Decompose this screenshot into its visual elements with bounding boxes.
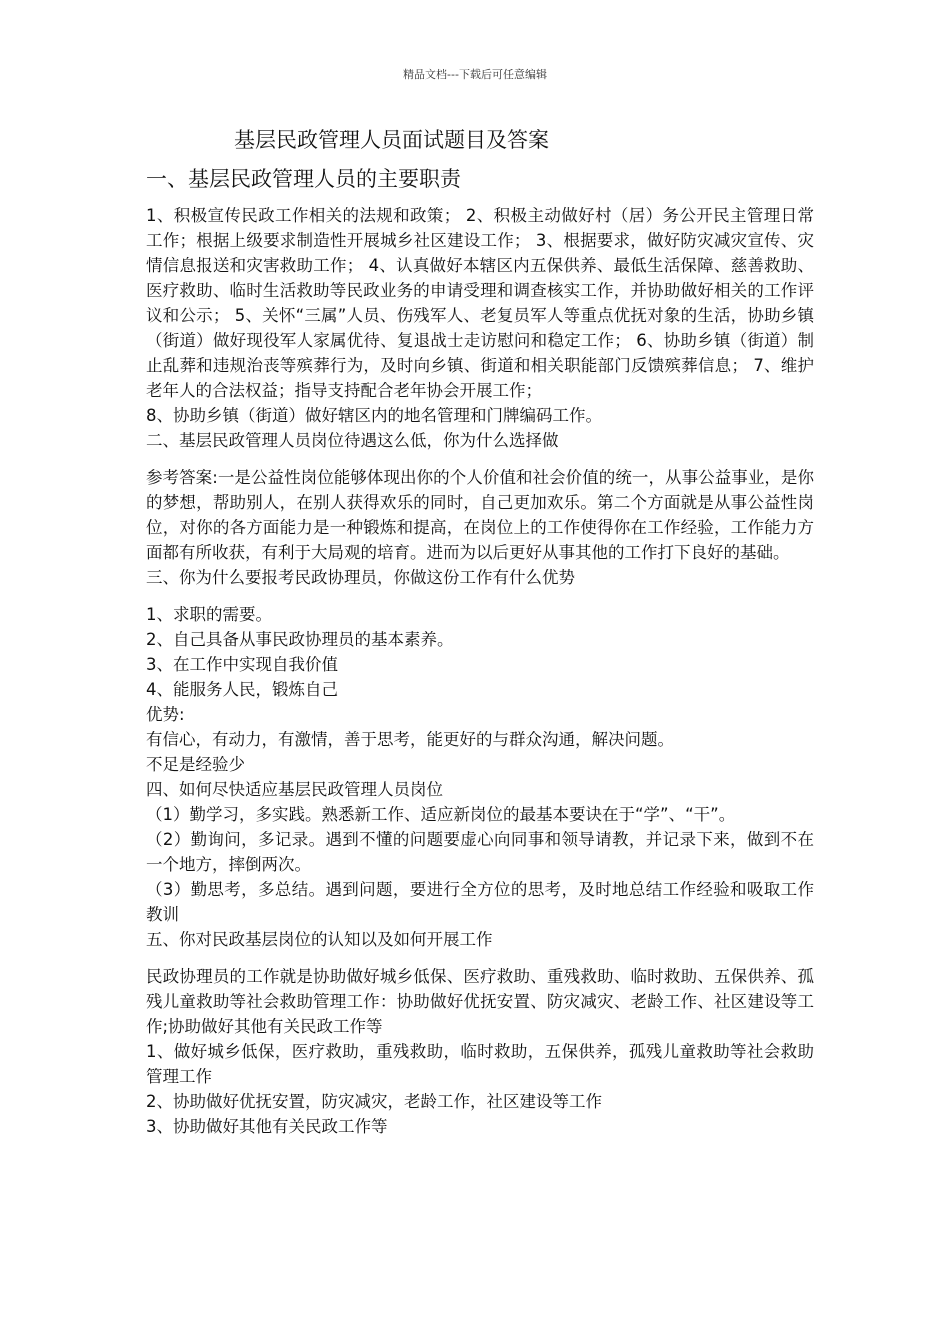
section3-item: 1、求职的需要。 xyxy=(146,605,272,624)
spacer xyxy=(146,952,814,964)
section5-item: 1、做好城乡低保，医疗救助，重残救助，临时救助，五保供养，孤残儿童救助等社会救助管理工作 xyxy=(146,1042,814,1086)
section3-shortcoming: 不足是经验少 xyxy=(146,755,245,774)
section4-heading: 四、如何尽快适应基层民政管理人员岗位 xyxy=(146,780,443,799)
section4-item: （3）勤思考，多总结。遇到问题，要进行全方位的思考，及时地总结工作经验和吸取工作教训 xyxy=(146,880,814,924)
section3-heading: 三、你为什么要报考民政协理员，你做这份工作有什么优势 xyxy=(146,568,575,587)
section5-item: 2、协助做好优抚安置，防灾减灾，老龄工作，社区建设等工作 xyxy=(146,1092,602,1111)
document-title: 基层民政管理人员面试题目及答案 xyxy=(234,128,549,152)
section4-item: （2）勤询问，多记录。遇到不懂的问题要虚心向同事和领导请教，并记录下来，做到不在一个地方，摔倒两次。 xyxy=(146,830,814,874)
section3-advantage-label: 优势: xyxy=(146,705,185,724)
section3-item: 3、在工作中实现自我价值 xyxy=(146,655,338,674)
section4-item: （1）勤学习，多实践。熟悉新工作、适应新岗位的最基本要诀在于“学”、“干”。 xyxy=(146,805,736,824)
section1-body-last: 8、协助乡镇（街道）做好辖区内的地名管理和门牌编码工作。 xyxy=(146,406,602,425)
section5-item: 3、协助做好其他有关民政工作等 xyxy=(146,1117,388,1136)
section1-body: 1、积极宣传民政工作相关的法规和政策； 2、积极主动做好村（居）务公开民主管理日常工作；根据上级要求制造性开展城乡社区建设工作； 3、根据要求，做好防灾减灾宣传、灾情信息报送和灾害救助工作； 4、认真做好本辖区内五保供养、最低生活保障、慈善救助、医疗救助、临时生活救助等民政业务的申请受理和调查核实工作，并协助做好相关的工作评议和公示； 5、关怀“三属”人员、伤残军人、老复员军人等重点优抚对象的生活，协助乡镇（街道）做好现役军人家属优待、复退战士走访慰问和稳定工作； 6、协助乡镇（街道）制止乱葬和违规治丧等殡葬行为，及时向乡镇、街道和相关职能部门反馈殡葬信息； 7、维护老年人的合法权益；指导支持配合老年协会开展工作； xyxy=(146,206,814,400)
section3-item: 2、自己具备从事民政协理员的基本素养。 xyxy=(146,630,454,649)
document-body xyxy=(146,203,814,1139)
spacer xyxy=(146,453,814,465)
section2-heading: 二、基层民政管理人员岗位待遇这么低，你为什么选择做 xyxy=(146,431,559,450)
page-header-note: 精品文档---下载后可任意编辑 xyxy=(403,68,547,81)
section5-intro: 民政协理员的工作就是协助做好城乡低保、医疗救助、重残救助、临时救助、五保供养、孤残儿童救助等社会救助管理工作：协助做好优抚安置、防灾减灾、老龄工作、社区建设等工作;协助做好其他有关民政工作等 xyxy=(146,967,814,1036)
section3-item: 4、能服务人民，锻炼自己 xyxy=(146,680,338,699)
spacer xyxy=(146,590,814,602)
section3-advantage-text: 有信心，有动力，有激情，善于思考，能更好的与群众沟通，解决问题。 xyxy=(146,730,674,749)
section2-answer: 参考答案:一是公益性岗位能够体现出你的个人价值和社会价值的统一，从事公益事业，是你的梦想，帮助别人，在别人获得欢乐的同时，自己更加欢乐。第二个方面就是从事公益性岗位，对你的各方面能力是一种锻炼和提高，在岗位上的工作使得你在工作经验，工作能力方面都有所收获，有利于大局观的培育。进而为以后更好从事其他的工作打下良好的基础。 xyxy=(146,468,814,562)
section5-heading: 五、你对民政基层岗位的认知以及如何开展工作 xyxy=(146,930,493,949)
section1-heading: 一、基层民政管理人员的主要职责 xyxy=(146,167,461,191)
